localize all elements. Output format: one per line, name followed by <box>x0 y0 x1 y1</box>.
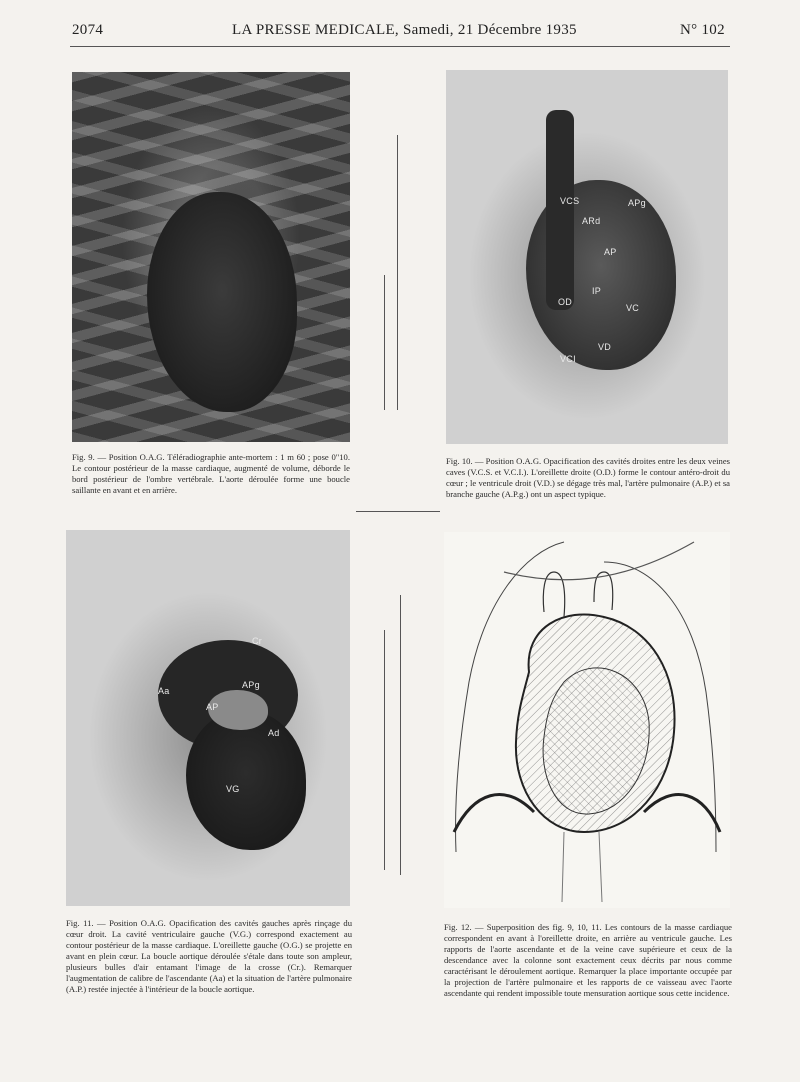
diaphragm-right <box>644 795 720 832</box>
label-ap: AP <box>206 702 219 712</box>
label-aa: Aa <box>158 686 170 696</box>
header-rule <box>70 46 730 47</box>
column-rule <box>384 630 385 870</box>
label-vd: VD <box>598 342 612 352</box>
figure-12-caption: Fig. 12. — Superposition des fig. 9, 10, 11. Les contours de la masse cardiaque correspondent en avant à l'oreillette droite, en arrière au ventricule gauche. Les rapports de l'aorte ascendante et de la veine cave supérieure et ceux de la descendance avec la colonne sont exactement ceux décrits par nous comme caractérisant le déroulement aortique. Remarquer la place importante occupée par la projection de l'artère pulmonaire et les rapports de ce vaisseau avec l'aorte ascendante qui rendent impossible toute mensuration aortique sous cette incidence. <box>444 922 732 998</box>
label-vcs: VCS <box>560 196 580 206</box>
column-rule <box>400 595 401 875</box>
label-ard: ARd <box>582 216 601 226</box>
column-rule <box>384 275 385 410</box>
column-rule <box>356 511 440 512</box>
journal-title: LA PRESSE MEDICALE, Samedi, 21 Décembre 1935 <box>232 22 577 38</box>
superposition-diagram <box>444 532 730 908</box>
figure-12-superposition-drawing <box>444 532 730 908</box>
label-vci: VCI <box>560 354 576 364</box>
label-apg: APg <box>628 198 646 208</box>
figure-9-caption: Fig. 9. — Position O.A.G. Téléradiographie ante-mortem : 1 m 60 ; pose 0"10. Le contour postérieur de la masse cardiaque, augmenté de volume, déborde le bord postérieur de l'ombre vertébrale. L'aorte déroulée forme une boucle saillante en avant et en arrière. <box>72 452 350 495</box>
label-vc: VC <box>626 303 640 313</box>
spine-shadow <box>562 832 602 902</box>
column-rule <box>397 135 398 410</box>
issue-number: N° 102 <box>680 22 725 38</box>
figure-9-radiograph <box>72 72 350 442</box>
figure-11-caption: Fig. 11. — Position O.A.G. Opacification des cavités gauches après rinçage du cœur droit. La cavité ventriculaire gauche (V.G.) correspond exactement au contour postérieur de la masse cardiaque. L'oreillette gauche (O.G.) se projette en avant en plein cœur. La boucle aortique déroulée s'étale dans toute son ampleur, plusieurs bulles d'air entamant l'image de la crosse (Cr.). Remarquer l'augmentation de calibre de l'ascendante (Aa) et la situation de l'artère pulmonaire (A.P.) restée injectée à l'intérieur de la boucle aortique. <box>66 918 352 994</box>
figure-10-caption: Fig. 10. — Position O.A.G. Opacification des cavités droites entre les deux veines caves (V.C.S. et V.C.I.). L'oreillette droite (O.D.) forme le contour antéro-droit du cœur ; le ventricule droit (V.D.) se dégage très mal, l'artère pulmonaire (A.P.) et sa branche gauche (A.P.g.) ont un aspect typique. <box>446 456 730 499</box>
page-number: 2074 <box>72 22 104 38</box>
venous-shadow <box>546 110 574 310</box>
figure-11-angiogram <box>66 530 350 906</box>
figure-10-angiogram <box>446 70 728 444</box>
label-vg: VG <box>226 784 240 794</box>
label-ip: IP <box>592 286 602 296</box>
label-od: OD <box>558 297 573 307</box>
diaphragm-left <box>454 795 534 832</box>
label-ap: AP <box>604 247 617 257</box>
label-apg: APg <box>242 680 260 690</box>
label-cr: Cr <box>252 636 263 646</box>
label-ad: Ad <box>268 728 280 738</box>
